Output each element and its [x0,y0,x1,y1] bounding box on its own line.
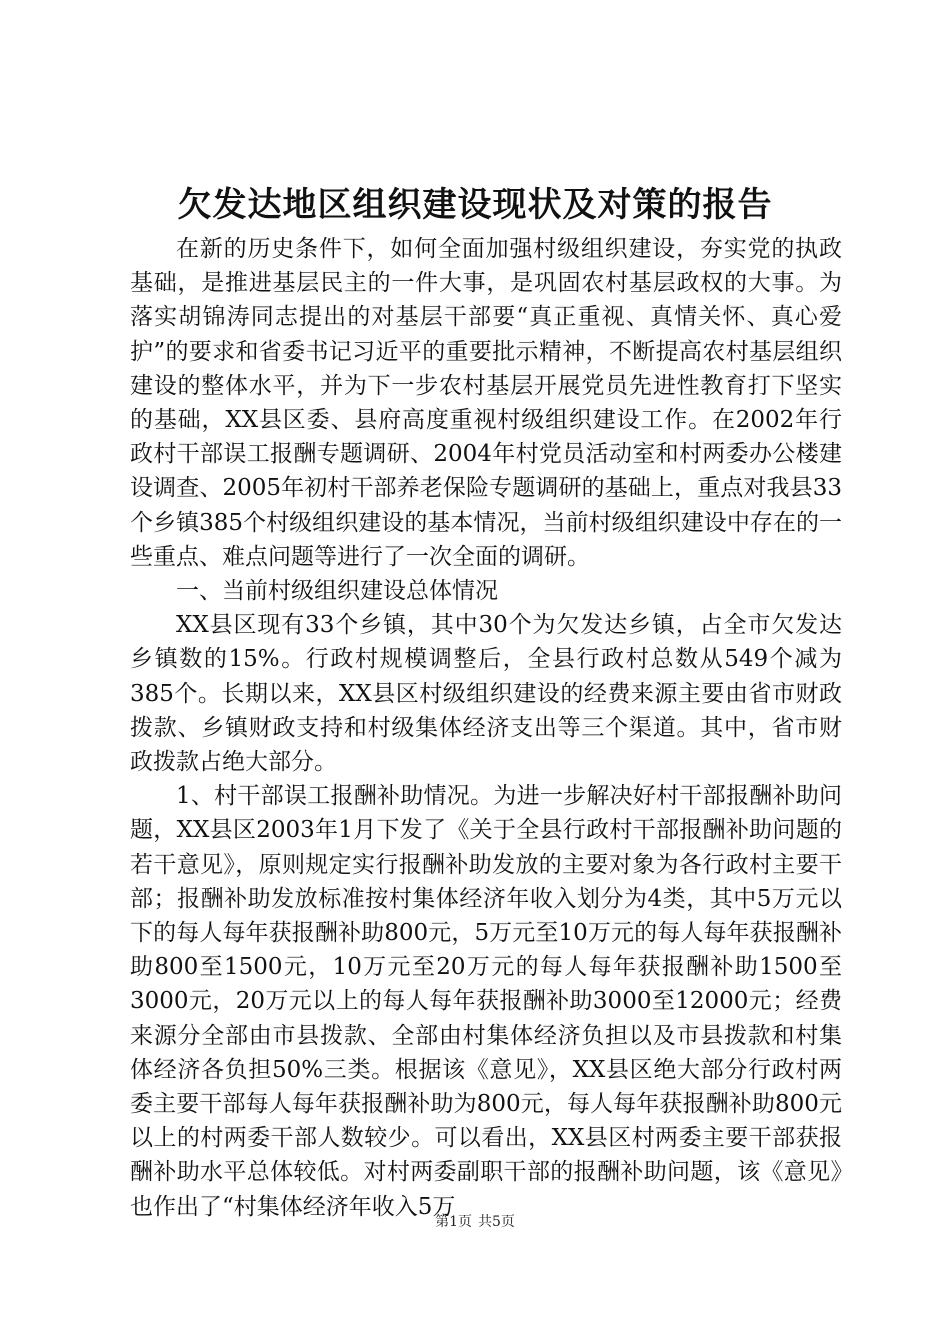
paragraph-overview: XX县区现有33个乡镇，其中30个为欠发达乡镇，占全市欠发达乡镇数的15%。行政村规模调整后，全县行政村总数从549个减为385个。长期以来，XX县区村级组织建设的经费来源主要由省市财政拨款、乡镇财政支持和村级集体经济支出等三个渠道。其中，省市财政拨款占绝大部分。 [130,612,842,776]
page-footer [0,1212,950,1232]
section-heading: 一、当前村级组织建设总体情况 [176,578,498,605]
page-number: 第1页 [435,1214,472,1230]
page-total: 共5页 [478,1214,515,1230]
paragraph-intro: 在新的历史条件下，如何全面加强村级组织建设，夯实党的执政基础，是推进基层民主的一件大事，是巩固农村基层政权的大事。为落实胡锦涛同志提出的对基层干部要“真正重视、真情关怀、真心爱护”的要求和省委书记习近平的重要批示精神，不断提高农村基层组织建设的整体水平，并为下一步农村基层开展党员先进性教育打下坚实的基础，XX县区委、县府高度重视村级组织建设工作。在2002年行政村干部误工报酬专题调研、2004年村党员活动室和村两委办公楼建设调查、2005年初村干部养老保险专题调研的基础上，重点对我县33个乡镇385个村级组织建设的基本情况，当前村级组织建设中存在的一些重点、难点问题等进行了一次全面的调研。 [130,236,842,570]
document-title: 欠发达地区组织建设现状及对策的报告 [177,185,773,225]
document-body [130,232,842,1224]
paragraph-compensation: 1、村干部误工报酬补助情况。为进一步解决好村干部报酬补助问题，XX县区2003年1月下发了《关于全县行政村干部报酬补助问题的若干意见》，原则规定实行报酬补助发放的主要对象为各行政村主要干部；报酬补助发放标准按村集体经济年收入划分为4类，其中5万元以下的每人每年获报酬补助800元，5万元至10万元的每人每年获报酬补助800至1500元，10万元至20万元的每人每年获报酬补助1500至3000元，20万元以上的每人每年获报酬补助3000至12000元；经费来源分全部由市县拨款、全部由村集体经济负担以及市县拨款和村集体经济各负担50%三类。根据该《意见》，XX县区绝大部分行政村两委主要干部每人每年获报酬补助为800元，每人每年获报酬补助800元以上的村两委干部人数较少。可以看出，XX县区村两委主要干部获报酬补助水平总体较低。对村两委副职干部的报酬补助问题，该《意见》也作出了“村集体经济年收入5万 [130,783,842,1220]
